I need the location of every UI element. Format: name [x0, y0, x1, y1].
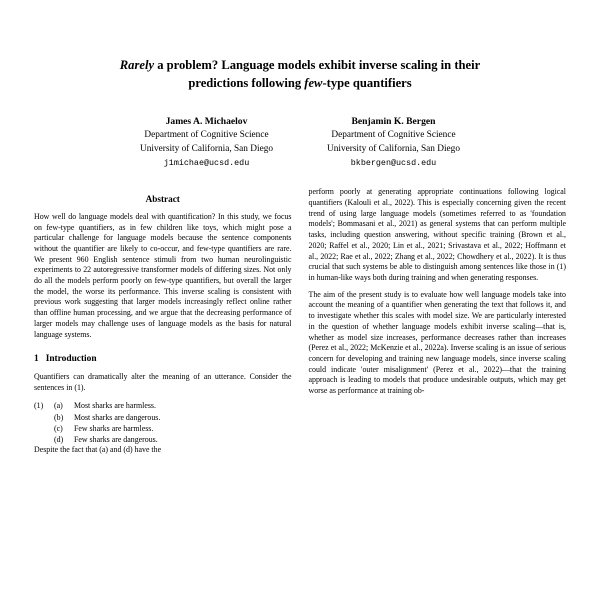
example-number: (1): [34, 401, 44, 411]
title-emphasis-rarely: Rarely: [119, 58, 155, 72]
list-item: [34, 400, 292, 411]
example-text: Most sharks are dangerous.: [74, 412, 161, 422]
right-paragraph-1: perform poorly at generating appropriate continuations following logical quantifiers (Kalouli et al., 2022). This is especially concerning given the recent trend of using large language models (sometimes referred to as 'foundation models'; Bommasani et al., 2021) as general systems that can perform multiple tasks, including question answering, without specific training (Brown et al., 2020; Raffel et al., 2020; Lin et al., 2021; Srivastava et al., 2022; Hoffmann et al., 2022; Rae et al., 2022; Zhang et al., 2022; Chowdhery et al., 2022). It is thus crucial that such systems be able to distinguish among sentences like those in (1) in human-like ways both during training and when generating responses.: [308, 187, 566, 282]
author-2: [327, 115, 460, 170]
section-heading-introduction: [34, 353, 292, 366]
author-name: Benjamin K. Bergen: [351, 115, 436, 127]
example-text: Few sharks are dangerous.: [74, 435, 158, 445]
list-item: [34, 423, 292, 434]
abstract-text: How well do language models deal with quantification? In this study, we focus on few-type quantifiers, as in few children like toys, which might pose a particular challenge for language models because the sentence components without the quantifier are likely to co-occur, and few-type quantifiers are rare. We present 960 English sentence stimuli from two human neurolinguistic experiments to 22 autoregressive transformer models of differing sizes. Not only do all the models perform poorly on few-type quantifiers, but overall the larger the model, the worse its performance. This inverse scaling is consistent with previous work suggesting that larger models increasingly reflect online rather than offline human processing, and we argue that the decreasing performance of larger models may challenge uses of language models as the basis for natural language systems.: [34, 211, 292, 339]
example-letter: (a): [54, 401, 63, 411]
left-column: [34, 187, 292, 456]
title-emphasis-few: few: [304, 76, 323, 91]
example-letter: (d): [54, 435, 64, 445]
abstract-heading: Abstract: [145, 194, 180, 205]
example-text: Most sharks are harmless.: [74, 401, 156, 411]
title-rest: a problem? Language models exhibit inverse scaling in their: [154, 58, 481, 72]
intro-paragraph-1: Quantifiers can dramatically alter the meaning of an utterance. Consider the sentences in (1).: [34, 372, 292, 392]
section-number: 1: [34, 354, 39, 365]
intro-paragraph-2: Despite the fact that (a) and (d) have the: [34, 445, 162, 455]
body-columns: [0, 169, 600, 456]
example-text: Few sharks are harmless.: [74, 423, 154, 433]
title-line2-post: -type quantifiers: [322, 76, 412, 91]
title-block: [0, 0, 600, 93]
example-letter: (c): [54, 423, 63, 433]
right-paragraph-2: The aim of the present study is to evaluate how well language models take into account the meaning of a quantifier when generating the text that follows it, and to investigate whether this scales with model size. We are particularly interested in the question of whether language models exhibit inverse scaling—that is, whether as model size increases, performance decreases rather than increases (Perez et al., 2022; McKenzie et al., 2022a). Inverse scaling is an issue of serious concern for developing and training new language models, since inverse scaling could indicate 'outer misalignment' (Perez et al., 2022)—that the training approach is leading to models that produce undesirable outputs, which may get worse as performance at training ob-: [308, 289, 566, 396]
author-block: [0, 115, 600, 170]
author-department: Department of Cognitive Science: [144, 129, 269, 140]
title-line2-pre: predictions following: [188, 76, 305, 91]
author-department: Department of Cognitive Science: [331, 129, 456, 140]
example-letter: (b): [54, 412, 64, 422]
list-item: [34, 412, 292, 423]
right-column: [309, 187, 567, 456]
list-item: [34, 434, 292, 445]
author-email[interactable]: j1michae@ucsd.edu: [163, 157, 250, 168]
page-title: [56, 56, 544, 93]
author-affiliation: University of California, San Diego: [327, 143, 460, 154]
example-list: [34, 400, 292, 445]
author-1: [140, 115, 273, 170]
section-title: Introduction: [45, 354, 97, 365]
author-affiliation: University of California, San Diego: [140, 143, 273, 154]
author-name: James A. Michaelov: [165, 115, 248, 127]
author-email[interactable]: bkbergen@ucsd.edu: [350, 157, 437, 168]
